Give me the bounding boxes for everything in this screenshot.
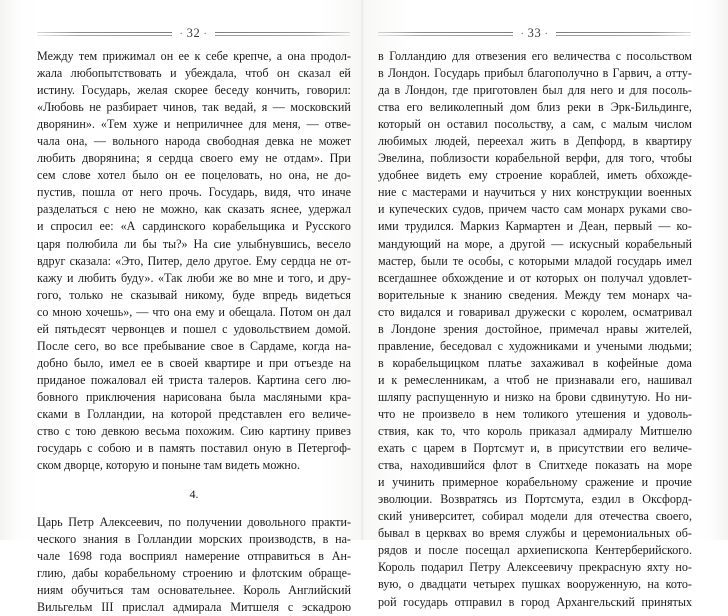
text-line: ствия, как то, что король приказал адмиралу Митшелю <box>378 424 692 439</box>
text-line: удобнее видеть ему строение кораблей, иметь обхожде- <box>378 168 692 183</box>
page-left <box>0 0 364 615</box>
text-line: мастер, были те особы, с которыми младой государь имел <box>378 253 692 268</box>
text-line: ние с мастерами и научиться у них конструкции военных <box>378 185 692 200</box>
text-line: вдруг сказала: «Это, Питер, дело другое. Ему сердца не от- <box>37 253 351 268</box>
text-line: ворительные к знанию сведения. Между тем монарх ча- <box>378 287 692 302</box>
folio-dot-left: · <box>520 27 525 40</box>
text-block-left <box>37 48 351 616</box>
text-line: сками в Голландии, на которой представлен его величе- <box>37 406 351 421</box>
header-rule-left <box>378 31 513 36</box>
text-line: правление, беседовал с художниками и учеными людьми; <box>378 338 692 353</box>
text-line: дворянин». «Тем хуже и неприличнее для меня, — отве- <box>37 117 351 132</box>
text-line: чала она, — вольного народа свободная девка не может <box>37 134 351 149</box>
text-line: бовного приключения нарисована была масляными кра- <box>37 389 351 404</box>
text-line: ство с тою девкою весьма похожим. Сию картину привез <box>37 424 351 439</box>
text-line: в Голландию для отвезения его величества с посольством <box>378 49 692 63</box>
folio-dot-left: · <box>179 27 184 40</box>
text-line: в Лондон. Государь прибыл благополучно в Гарвич, а отту- <box>378 66 692 81</box>
section-number: 4. <box>189 487 199 502</box>
page-right <box>364 0 728 609</box>
text-line: ский университет, собирал модели для отечества своего, <box>378 509 692 524</box>
text-line: сем слове хотел было он ее поцеловать, но она, не до- <box>37 168 351 183</box>
text-line: царя полюбила ли бы ты?» На сие улыбнувшись, весело <box>37 236 351 251</box>
text-line: который он оставил посольству, а сам, с малым числом <box>378 117 692 132</box>
text-line: Король подарил Петру Алексеевичу прекрасную яхту но- <box>378 560 692 575</box>
folio-right <box>513 27 555 40</box>
text-line: Эвелина, поблизости корабельной верфи, для того, чтобы <box>378 151 692 166</box>
text-line: и к ремесленникам, а чтоб не признавали его, нашивал <box>378 372 692 387</box>
header-rule-right <box>215 31 350 36</box>
text-line: ства его великолепный дом близ реки в Эрк-Бильдинге, <box>378 100 692 115</box>
text-line: гого, только не сказывай никому, буде впредь видеться <box>37 287 351 302</box>
page-number-left: 32 <box>186 25 201 40</box>
text-line: Царь Петр Алексеевич, по получении довольного практи- <box>37 515 351 530</box>
text-line: в корабельщицком платье захаживал в кофейные дома <box>378 355 692 370</box>
text-line: в Лондоне зрения достойное, примечал нравы жителей, <box>378 321 692 336</box>
text-line: шляпу распущенную и низко на брови сдвинутую. Но ни- <box>378 389 692 404</box>
text-line: ческого знания в Голландии морских производств, в на- <box>37 532 351 547</box>
running-head-right <box>378 24 691 42</box>
text-line: и спросил ее: «А сардинского корабельщика и Русского <box>37 219 351 234</box>
running-head-left <box>37 24 350 42</box>
text-line: бывал в церквах во время службы и церемониальных об- <box>378 526 692 541</box>
text-line: рядов и после посещал архиепископа Кентерберийского. <box>378 543 692 558</box>
text-line: Вильгельм III прислал адмирала Митшеля с эскадрою <box>37 600 351 615</box>
text-line: сто видался и говаривал дружески с королем, осматривал <box>378 304 692 319</box>
text-line: вую, о двадцати четырех пушках вооруженную, на кото- <box>378 577 692 592</box>
text-line: да в Лондон, где приготовлен был для него и для посоль- <box>378 83 692 98</box>
page-number-right: 33 <box>527 25 542 40</box>
text-line: ей пятьдесят червонцев и пошел с удовольствием домой. <box>37 321 351 336</box>
text-line: После сего, во все пребывание свое в Сардаме, когда на- <box>37 338 351 353</box>
text-line: государь с собою и в память поставил оную в Петергоф- <box>37 441 351 456</box>
text-line: истину. Государь, желая скорее беседу кончить, говорил: <box>37 83 351 98</box>
header-rule-left <box>37 31 172 36</box>
text-line: и учинить примерное корабельному сражение и прочие <box>378 475 692 490</box>
text-line: ими трудился. Маркиз Кармартен и Деан, первый — ко- <box>378 219 692 234</box>
text-line: рой государь отправил в город Архангельский принятых <box>378 594 692 609</box>
folio-dot-right: · <box>544 27 549 40</box>
folio-dot-right: · <box>203 27 208 40</box>
text-line: и купеческих судов, причем часто сам монарх руками сво- <box>378 202 692 217</box>
text-line: кажу и любить буду». «Так люби же во мне и того, и дру- <box>37 270 351 285</box>
text-line: со мною хочешь», — что она ему и обещала. Потом он дал <box>37 304 351 319</box>
text-line: глию, дабы корабельному строению и флотским обраще- <box>37 566 351 581</box>
text-line: Между тем прижимал он ее к себе крепче, а она продол- <box>37 49 351 63</box>
text-line: любимых людей, переехал жить в Депфорд, в квартиру <box>378 134 692 149</box>
text-line: ехать с царем в Портсмут и, в присутствии его величе- <box>378 441 692 456</box>
text-line: эволюции. Возвратясь из Портсмута, ездил в Оксфорд- <box>378 492 692 507</box>
text-line: разделаться с нею не можно, как сказать яснее, удержал <box>37 202 351 217</box>
text-line: жала любопытствовать и убеждала, чтоб он сказал ей <box>37 66 351 81</box>
text-line: ства, находившийся флот в Спитхеде показать на море <box>378 458 692 473</box>
text-line: добно было, имел ее в своей квартире и при отъезде на <box>37 355 351 370</box>
text-line: любить дворянина; я сердца своего ему не отдам». При <box>37 151 351 166</box>
text-block-right <box>378 48 692 611</box>
text-line: всегдашнее обхождение и от которых он получал удовлет- <box>378 270 692 285</box>
header-rule-right <box>556 31 691 36</box>
folio-left <box>172 27 214 40</box>
text-line: «Любовь не разбирает чинов, так ведай, я — московский <box>37 100 351 115</box>
text-line: чале 1698 года восприял намерение отправиться в Ан- <box>37 549 351 564</box>
text-line: пустив, пошла от него прочь. Государь, видя, что иначе <box>37 185 351 200</box>
text-line: мандующий на море, а другой — искусный корабельный <box>378 236 692 251</box>
text-line: что не произвело в нем толикого утешения и удоволь- <box>378 406 692 421</box>
text-line: ниям обучиться там основательнее. Король Английский <box>37 583 351 598</box>
text-line: приданое пожаловал ей триста талеров. Картина сего лю- <box>37 372 351 387</box>
text-line: ском дворце, которую и поныне там видеть можно. <box>37 458 300 473</box>
